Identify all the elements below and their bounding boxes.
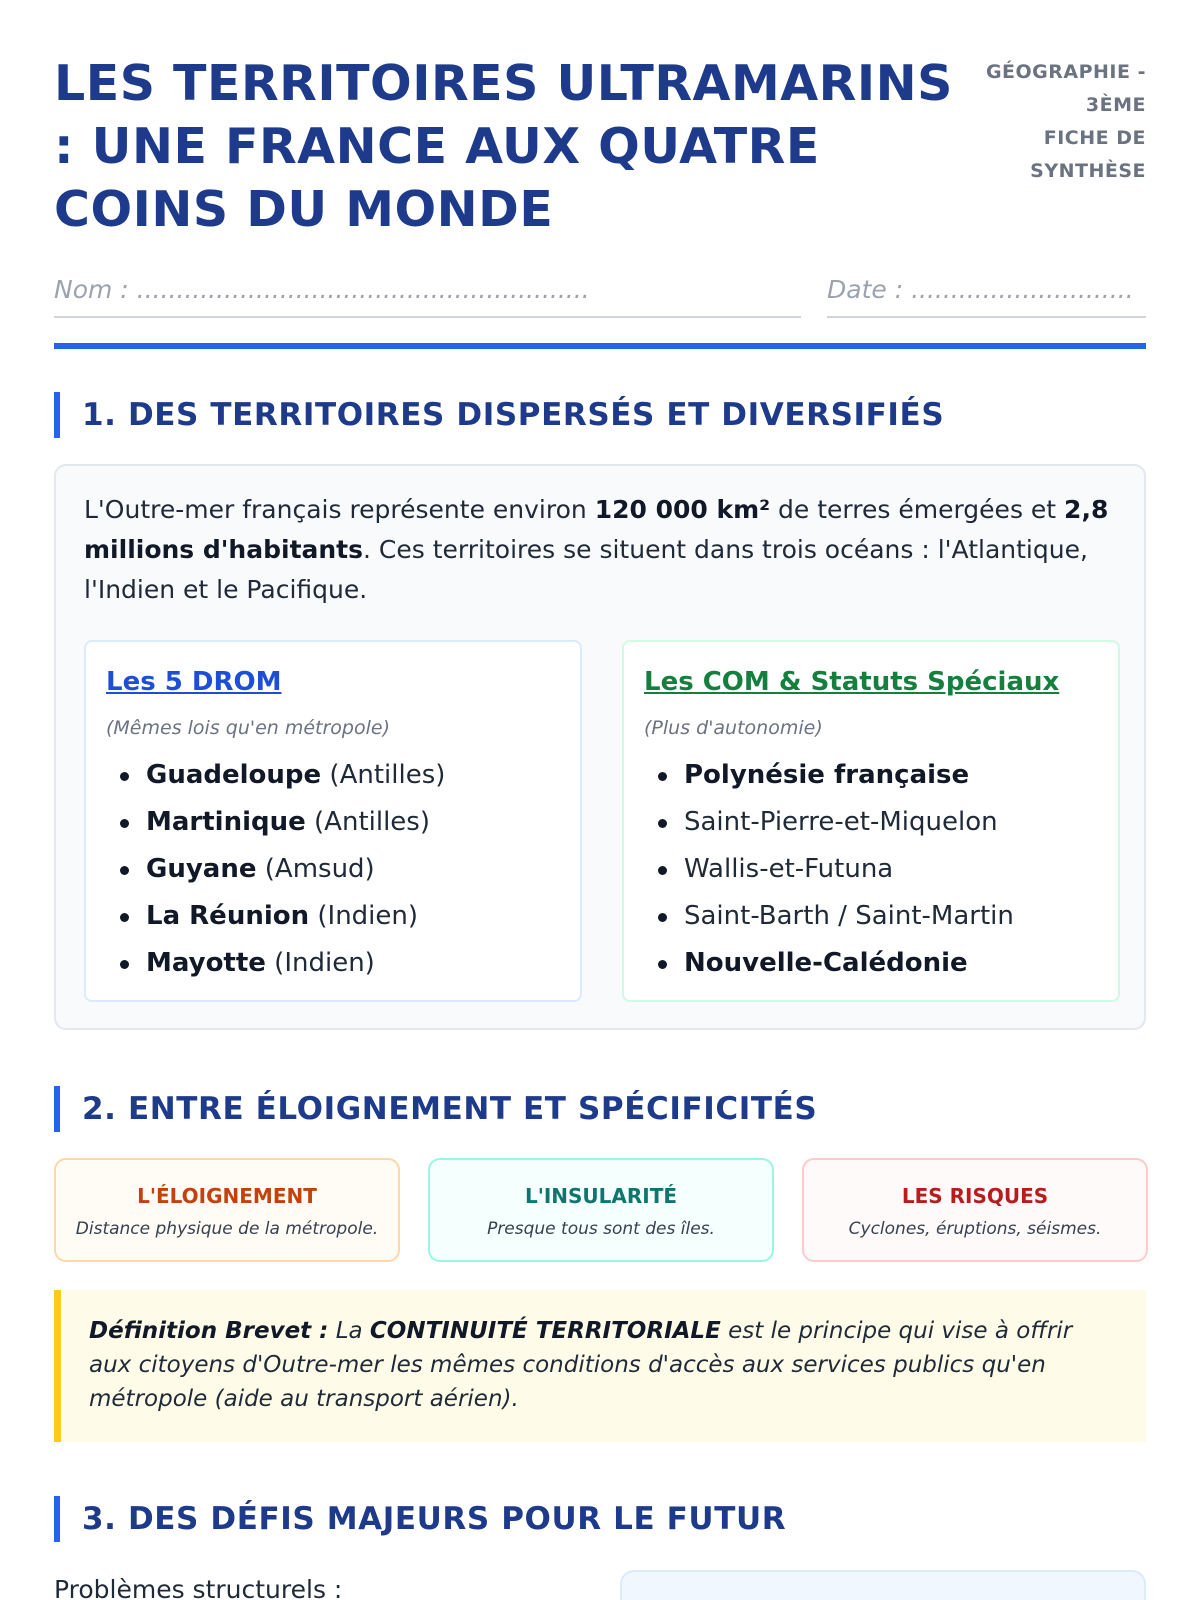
definition-text: est le principe qui vise à offrir aux citoyens d'Outre-mer les mêmes conditions d'accès aux services publics qu'en métropole (aide au transport aérien). <box>89 1318 1073 1412</box>
section-1-title: 1. DES TERRITOIRES DISPERSÉS ET DIVERSIFIÉS <box>54 392 1146 438</box>
com-title[interactable]: Les COM & Statuts Spéciaux <box>644 667 1060 697</box>
remoteness-title: L'ÉLOIGNEMENT <box>137 1184 317 1208</box>
intro-text: de terres émergées et <box>770 495 1065 524</box>
com-note: (Plus d'autonomie) <box>644 717 823 739</box>
challenges-box <box>620 1570 1146 1600</box>
territory-region: (Indien) <box>265 948 375 978</box>
insularity-card <box>428 1158 774 1262</box>
definition-label: Définition Brevet : <box>89 1318 329 1344</box>
page-title: LES TERRITOIRES ULTRAMARINS : UNE FRANCE AUX QUATRE COINS DU MONDE <box>54 55 953 238</box>
identity-fields <box>54 270 1146 318</box>
name-field[interactable]: Nom : ......................................................... <box>54 270 801 318</box>
intro-text: . Ces territoires se situent dans trois océans : l'Atlantique, l'Indien et le Pacifique. <box>84 535 1088 604</box>
list-item <box>106 799 566 846</box>
risks-desc: Cyclones, éruptions, séismes. <box>848 1219 1102 1239</box>
intro-population: 2,8 millions d'habitants <box>84 495 1109 564</box>
risks-title: LES RISQUES <box>901 1184 1049 1208</box>
section-2-title: 2. ENTRE ÉLOIGNEMENT ET SPÉCIFICITÉS <box>54 1086 1146 1132</box>
subject-line: 3ÈME <box>1085 94 1146 116</box>
list-item: Wallis-et-Futuna <box>644 846 1104 893</box>
drom-card <box>84 640 582 1002</box>
remoteness-card <box>54 1158 400 1262</box>
problems-label: Problèmes structurels : <box>54 1575 343 1600</box>
section-1-box <box>54 464 1146 1030</box>
insularity-desc: Presque tous sont des îles. <box>487 1219 715 1239</box>
territory-region: (Antilles) <box>305 807 430 837</box>
territory-name: Polynésie française <box>684 760 970 790</box>
definition-term: CONTINUITÉ TERRITORIALE <box>369 1318 721 1344</box>
subject-line: GÉOGRAPHIE - <box>985 61 1146 83</box>
insularity-title: L'INSULARITÉ <box>524 1184 678 1208</box>
com-card <box>622 640 1120 1002</box>
list-item <box>106 846 566 893</box>
territory-region: (Amsud) <box>256 854 375 884</box>
intro-paragraph <box>84 490 1120 610</box>
territory-name: Guadeloupe <box>146 760 322 790</box>
territory-name: Martinique <box>146 807 306 837</box>
risks-card <box>802 1158 1148 1262</box>
remoteness-desc: Distance physique de la métropole. <box>75 1219 379 1239</box>
territory-name: Mayotte <box>146 948 266 978</box>
territory-name: Guyane <box>146 854 257 884</box>
list-item <box>106 893 566 940</box>
date-field[interactable]: Date : ............................ <box>827 270 1146 318</box>
territory-region: (Indien) <box>309 901 419 931</box>
territory-name: Nouvelle-Calédonie <box>684 948 968 978</box>
list-item: Saint-Pierre-et-Miquelon <box>644 799 1104 846</box>
definition-box <box>54 1290 1146 1442</box>
territory-name: La Réunion <box>146 901 310 931</box>
list-item <box>644 940 1104 987</box>
definition-text: La <box>328 1318 370 1344</box>
list-item <box>106 940 566 987</box>
header-divider <box>54 343 1146 349</box>
intro-area: 120 000 km² <box>594 495 771 524</box>
com-list <box>644 752 1104 987</box>
list-item <box>644 752 1104 799</box>
subject-label <box>956 56 1146 188</box>
list-item <box>106 752 566 799</box>
subject-line: FICHE DE <box>1043 127 1146 149</box>
drom-list <box>106 752 566 987</box>
territory-region: (Antilles) <box>321 760 446 790</box>
drom-note: (Mêmes lois qu'en métropole) <box>106 717 390 739</box>
section-3-title: 3. DES DÉFIS MAJEURS POUR LE FUTUR <box>54 1496 1146 1542</box>
intro-text: L'Outre-mer français représente environ <box>84 495 595 524</box>
list-item: Saint-Barth / Saint-Martin <box>644 893 1104 940</box>
subject-line: SYNTHÈSE <box>1030 160 1146 182</box>
drom-title[interactable]: Les 5 DROM <box>106 667 282 697</box>
